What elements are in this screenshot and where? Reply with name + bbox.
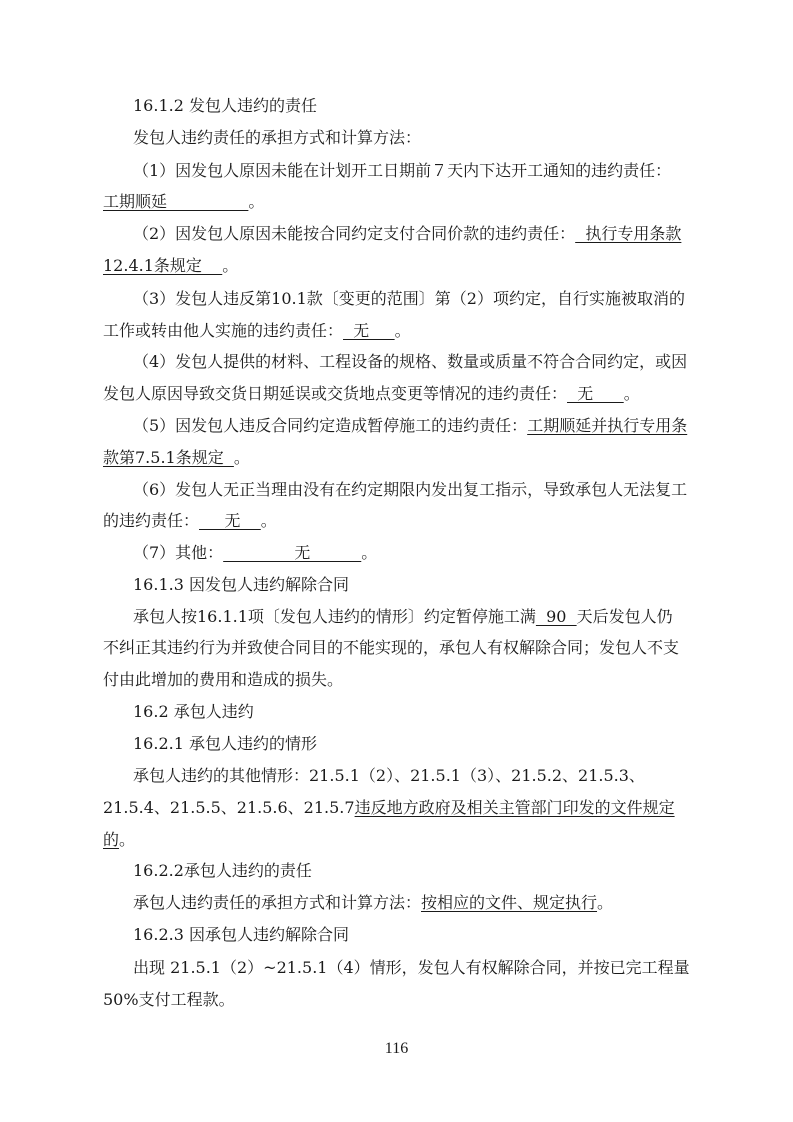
item-1-text: （1）因发包人原因未能在计划开工日期前７天内下达开工通知的违约责任： xyxy=(133,161,672,180)
section-heading-16-2: 16.2 承包人违约 xyxy=(133,702,254,721)
item-1-answer-line xyxy=(103,192,264,212)
item-6-line-1: （6）发包人无正当理由没有在约定期限内发出复工指示，导致承包人无法复工 xyxy=(133,480,688,499)
section-heading-16-1-3: 16.1.3 因发包人违约解除合同 xyxy=(133,575,349,594)
item-6-line-2 xyxy=(103,511,277,531)
item-5-line-2 xyxy=(103,448,250,468)
item-2-text: （2）因发包人原因未能按合同约定支付合同价款的违约责任： xyxy=(133,224,576,243)
item-7-answer: 无 xyxy=(223,543,362,562)
item-4-line-2 xyxy=(103,384,640,404)
section-heading-16-2-1: 16.2.1 承包人违约的情形 xyxy=(133,734,317,753)
item-3-text: 工作或转由他人实施的违约责任： xyxy=(103,321,344,340)
item-1-end: 。 xyxy=(248,192,265,211)
item-6-end: 。 xyxy=(260,511,277,530)
item-4-text: 发包人原因导致交货日期延误或交货地点变更等情况的违约责任： xyxy=(103,384,568,403)
p-16-2-1-end: 。 xyxy=(119,830,136,849)
section-heading-16-2-2: 16.2.2承包人违约的责任 xyxy=(133,861,312,880)
p-16-2-1-clauses: 21.5.4、21.5.5、21.5.6、21.5.7 xyxy=(103,798,355,817)
item-3-line-2 xyxy=(103,321,411,341)
item-7-text: （7）其他： xyxy=(133,543,224,562)
p-16-2-1-line-2 xyxy=(103,798,675,818)
item-6-answer: 无 xyxy=(199,511,261,530)
item-5-end: 。 xyxy=(233,448,250,467)
item-3-answer: 无 xyxy=(343,321,395,340)
item-2-answer-2: 12.4.1条规定 xyxy=(103,256,223,275)
p-16-2-2-end: 。 xyxy=(597,893,614,912)
p-16-2-1-line-1: 承包人违约的其他情形：21.5.1（2）、21.5.1（3）、21.5.2、21.5.3、 xyxy=(133,766,645,785)
page-number: 116 xyxy=(384,1040,409,1057)
p-16-2-2-text: 承包人违约责任的承担方式和计算方法： xyxy=(133,893,422,912)
p-16-1-3-line-1 xyxy=(133,607,673,627)
item-5-text: （5）因发包人违反合同约定造成暂停施工的违约责任： xyxy=(133,416,528,435)
suspension-days-value: 90 xyxy=(535,607,577,626)
item-7-end: 。 xyxy=(361,543,378,562)
item-1-answer: 工期顺延 xyxy=(103,192,249,211)
p-16-2-1-answer-cont: 的 xyxy=(103,830,120,849)
p-16-1-3-text-a: 承包人按16.1.1项〔发包人违约的情形〕约定暂停施工满 xyxy=(133,607,536,626)
section-heading-16-1-2: 16.1.2 发包人违约的责任 xyxy=(133,96,317,115)
p-16-2-2-answer: 按相应的文件、规定执行 xyxy=(421,893,598,912)
p-16-2-3-line-2: 50%支付工程款。 xyxy=(103,990,235,1009)
item-4-answer: 无 xyxy=(567,384,624,403)
item-6-text: 的违约责任： xyxy=(103,511,200,530)
item-2-answer-1: 执行专用条款 xyxy=(575,224,682,243)
p-16-2-2-line xyxy=(133,893,613,913)
p-16-2-1-line-3 xyxy=(103,830,135,850)
item-3-end: 。 xyxy=(394,321,411,340)
p-16-1-3-line-2: 不纠正其违约行为并致使合同目的不能实现的，承包人有权解除合同；发包人不支 xyxy=(103,638,680,657)
item-5-line-1 xyxy=(133,416,687,436)
item-3-line-1: （3）发包人违反第10.1款〔变更的范围〕第（2）项约定，自行实施被取消的 xyxy=(133,289,685,308)
item-2-end: 。 xyxy=(222,256,239,275)
p-16-2-3-line-1: 出现 21.5.1（2）~21.5.1（4）情形，发包人有权解除合同，并按已完工程量 xyxy=(133,958,690,977)
method-intro: 发包人违约责任的承担方式和计算方法： xyxy=(133,128,422,147)
item-2-line xyxy=(133,224,681,244)
item-4-line-1: （4）发包人提供的材料、工程设备的规格、数量或质量不符合合同约定，或因 xyxy=(133,352,688,371)
p-16-2-1-answer: 违反地方政府及相关主管部门印发的文件规定 xyxy=(354,798,675,817)
item-5-answer-2: 款第7.5.1条规定 xyxy=(103,448,234,467)
p-16-1-3-text-b: 天后发包人仍 xyxy=(576,607,673,626)
item-5-answer-1: 工期顺延并执行专用条 xyxy=(527,416,688,435)
section-heading-16-2-3: 16.2.3 因承包人违约解除合同 xyxy=(133,925,349,944)
item-7-line xyxy=(133,543,377,563)
item-4-end: 。 xyxy=(623,384,640,403)
item-2-line-2 xyxy=(103,256,238,276)
p-16-1-3-line-3: 付由此增加的费用和造成的损失。 xyxy=(103,670,344,689)
